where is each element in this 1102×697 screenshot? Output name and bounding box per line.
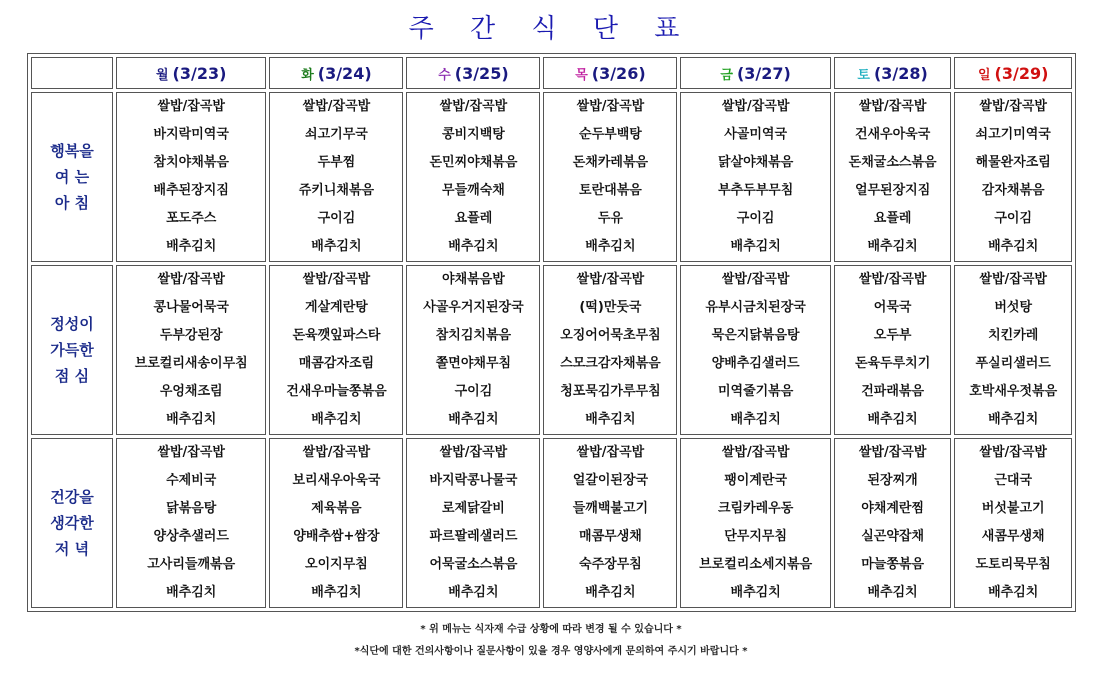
menu-item: 포도주스 bbox=[166, 211, 217, 226]
menu-item: 단무지무침 bbox=[724, 529, 788, 544]
menu-item: (떡)만둣국 bbox=[579, 300, 642, 315]
menu-item: 돈민찌야채볶음 bbox=[429, 155, 518, 170]
menu-item: 야채계란찜 bbox=[861, 501, 925, 516]
meal-label-breakfast bbox=[31, 92, 113, 262]
notice-inquiry: *식단에 대한 건의사항이나 질문사항이 있을 경우 영양사에게 문의하여 주시기 바랍니다 * bbox=[354, 646, 748, 657]
menu-item: 쌀밥/잡곡밥 bbox=[439, 445, 508, 460]
menu-item: 쇠고기무국 bbox=[305, 127, 368, 142]
menu-item: 두유 bbox=[597, 211, 623, 226]
meal-label-line: 가득한 bbox=[50, 341, 94, 359]
menu-item: 어묵국 bbox=[873, 300, 912, 315]
menu-item: 배추김치 bbox=[166, 239, 217, 254]
menu-item: 파르팔레샐러드 bbox=[429, 529, 518, 544]
menu-item: 두부강된장 bbox=[159, 328, 223, 343]
menu-item: 브로컬리새송이무침 bbox=[134, 356, 248, 371]
menu-item: 어묵굴소스볶음 bbox=[429, 557, 518, 572]
menu-item: 쌀밥/잡곡밥 bbox=[721, 99, 790, 114]
page-title: 주 간 식 단 표 bbox=[408, 14, 694, 44]
day-header-wed bbox=[406, 57, 540, 89]
menu-cell bbox=[269, 92, 403, 262]
lunch-row bbox=[31, 265, 1072, 435]
meal-label-line: 여 는 bbox=[54, 168, 90, 186]
menu-item: 배추김치 bbox=[448, 585, 499, 600]
menu-item: 푸실리샐러드 bbox=[975, 356, 1051, 371]
menu-item: 묵은지닭볶음탕 bbox=[711, 328, 800, 343]
header-row bbox=[31, 57, 1072, 89]
weekly-menu-table bbox=[27, 53, 1076, 612]
menu-item: 버섯탕 bbox=[994, 300, 1033, 315]
day-header-sat bbox=[834, 57, 952, 89]
menu-item: 쌀밥/잡곡밥 bbox=[157, 445, 225, 460]
menu-item: 참치야채볶음 bbox=[153, 155, 229, 170]
menu-item: 쌀밥/잡곡밥 bbox=[439, 99, 508, 114]
menu-item: 브로컬리소세지볶음 bbox=[699, 557, 813, 572]
date-sun: (3/29) bbox=[994, 63, 1049, 83]
menu-item: 콩나물어묵국 bbox=[153, 300, 229, 315]
menu-item: 수제비국 bbox=[166, 473, 217, 488]
menu-cell bbox=[954, 92, 1072, 262]
menu-cell bbox=[116, 265, 266, 435]
menu-item: 배추김치 bbox=[166, 585, 217, 600]
menu-item: 요플레 bbox=[873, 211, 912, 226]
menu-item: 오징어어묵초무침 bbox=[560, 328, 661, 343]
menu-item: 배추김치 bbox=[311, 239, 362, 254]
menu-item: 쌀밥/잡곡밥 bbox=[858, 99, 927, 114]
day-icon-tue: 화 bbox=[301, 67, 314, 83]
menu-item: 배추김치 bbox=[730, 585, 781, 600]
menu-item: 쌀밥/잡곡밥 bbox=[302, 445, 371, 460]
menu-item: 쌀밥/잡곡밥 bbox=[979, 445, 1047, 460]
menu-item: 배추김치 bbox=[166, 412, 217, 427]
menu-item: 바지락미역국 bbox=[153, 127, 229, 142]
menu-cell bbox=[269, 265, 403, 435]
menu-item: 버섯불고기 bbox=[981, 501, 1045, 516]
menu-item: 도토리묵무침 bbox=[975, 557, 1051, 572]
menu-item: 청포묵김가루무침 bbox=[560, 384, 661, 399]
menu-item: 제육볶음 bbox=[311, 501, 362, 516]
menu-item: 쌀밥/잡곡밥 bbox=[157, 99, 225, 114]
menu-item: 숙주장무침 bbox=[579, 557, 642, 572]
date-wed: (3/25) bbox=[454, 63, 509, 83]
menu-cell bbox=[269, 438, 403, 608]
menu-cell bbox=[406, 92, 540, 262]
corner-cell bbox=[31, 57, 113, 89]
menu-item: 쌀밥/잡곡밥 bbox=[576, 445, 645, 460]
menu-cell bbox=[116, 438, 266, 608]
meal-label-line: 행복을 bbox=[50, 142, 94, 160]
menu-cell bbox=[834, 438, 952, 608]
menu-item: 배추된장지짐 bbox=[153, 183, 229, 198]
date-mon: (3/23) bbox=[172, 63, 227, 83]
menu-item: 쌀밥/잡곡밥 bbox=[979, 99, 1047, 114]
menu-cell bbox=[834, 265, 952, 435]
menu-item: 로제닭갈비 bbox=[442, 501, 505, 516]
menu-item: 바지락콩나물국 bbox=[429, 473, 518, 488]
menu-item: 배추김치 bbox=[988, 239, 1039, 254]
menu-item: 쌀밥/잡곡밥 bbox=[576, 99, 645, 114]
menu-item: 쌀밥/잡곡밥 bbox=[576, 272, 645, 287]
menu-item: 배추김치 bbox=[311, 585, 362, 600]
meal-label-line: 점 심 bbox=[54, 367, 90, 385]
menu-item: 근대국 bbox=[994, 473, 1033, 488]
menu-item: 건새우마늘쫑볶음 bbox=[286, 384, 387, 399]
menu-item: 들깨백불고기 bbox=[572, 501, 649, 516]
menu-item: 구이김 bbox=[317, 211, 356, 226]
menu-item: 보리새우아욱국 bbox=[292, 473, 381, 488]
menu-item: 닭볶음탕 bbox=[166, 501, 217, 516]
menu-item: 쌀밥/잡곡밥 bbox=[157, 272, 225, 287]
menu-item: 미역줄기볶음 bbox=[717, 384, 794, 399]
dinner-row bbox=[31, 438, 1072, 608]
menu-cell bbox=[543, 92, 677, 262]
menu-item: 닭살야채볶음 bbox=[717, 155, 794, 170]
menu-item: 오두부 bbox=[873, 328, 912, 343]
menu-item: 토란대볶음 bbox=[579, 183, 642, 198]
menu-item: 돈채카레볶음 bbox=[572, 155, 649, 170]
day-icon-sat: 토 bbox=[857, 67, 870, 83]
menu-item: 게살계란탕 bbox=[305, 300, 368, 315]
menu-item: 얼갈이된장국 bbox=[572, 473, 649, 488]
menu-cell bbox=[680, 438, 830, 608]
menu-item: 호박새우젓볶음 bbox=[969, 384, 1058, 399]
menu-item: 크림카레우동 bbox=[717, 501, 794, 516]
date-fri: (3/27) bbox=[736, 63, 791, 83]
menu-item: 팽이계란국 bbox=[724, 473, 788, 488]
menu-item: 배추김치 bbox=[867, 239, 918, 254]
meal-label-lunch bbox=[31, 265, 113, 435]
menu-item: 순두부백탕 bbox=[579, 127, 642, 142]
day-header-thu bbox=[543, 57, 677, 89]
day-header-sun bbox=[954, 57, 1072, 89]
menu-cell bbox=[406, 438, 540, 608]
menu-item: 쌀밥/잡곡밥 bbox=[302, 272, 371, 287]
menu-item: 양상추샐러드 bbox=[153, 529, 229, 544]
day-icon-mon: 월 bbox=[155, 67, 169, 83]
menu-item: 유부시금치된장국 bbox=[705, 300, 806, 315]
menu-item: 배추김치 bbox=[988, 412, 1039, 427]
menu-item: 참치김치볶음 bbox=[435, 328, 512, 343]
menu-cell bbox=[954, 265, 1072, 435]
menu-item: 구이김 bbox=[994, 211, 1033, 226]
menu-item: 우엉채조림 bbox=[159, 384, 223, 399]
menu-item: 사골미역국 bbox=[724, 127, 788, 142]
menu-cell bbox=[543, 265, 677, 435]
meal-label-line: 생각한 bbox=[50, 514, 94, 532]
menu-cell bbox=[680, 92, 830, 262]
menu-item: 배추김치 bbox=[988, 585, 1039, 600]
menu-item: 매콤감자조림 bbox=[298, 356, 375, 371]
menu-item: 배추김치 bbox=[585, 585, 636, 600]
menu-item: 배추김치 bbox=[585, 412, 636, 427]
menu-item: 배추김치 bbox=[730, 239, 781, 254]
menu-item: 배추김치 bbox=[867, 585, 918, 600]
menu-item: 두부찜 bbox=[317, 155, 356, 170]
menu-item: 돈육두루치기 bbox=[854, 356, 931, 371]
menu-item: 건파래볶음 bbox=[861, 384, 925, 399]
menu-item: 배추김치 bbox=[311, 412, 362, 427]
meal-label-line: 정성이 bbox=[50, 315, 94, 333]
menu-item: 구이김 bbox=[736, 211, 775, 226]
day-header-fri bbox=[680, 57, 830, 89]
meal-label-line: 아 침 bbox=[54, 194, 90, 212]
menu-item: 양배추김샐러드 bbox=[711, 356, 800, 371]
menu-item: 된장찌개 bbox=[867, 473, 918, 488]
meal-label-dinner bbox=[31, 438, 113, 608]
menu-item: 고사리들깨볶음 bbox=[147, 557, 236, 572]
menu-item: 사골우거지된장국 bbox=[423, 300, 524, 315]
menu-item: 쌀밥/잡곡밥 bbox=[858, 445, 927, 460]
menu-item: 양배추쌈+쌈장 bbox=[293, 529, 380, 544]
menu-item: 쇠고기미역국 bbox=[975, 127, 1051, 142]
menu-item: 건새우아욱국 bbox=[854, 127, 931, 142]
menu-item: 쌀밥/잡곡밥 bbox=[721, 272, 790, 287]
menu-item: 배추김치 bbox=[448, 412, 499, 427]
menu-item: 스모크감자채볶음 bbox=[560, 356, 661, 371]
menu-cell bbox=[954, 438, 1072, 608]
date-sat: (3/28) bbox=[873, 63, 928, 83]
day-icon-sun: 일 bbox=[977, 67, 991, 83]
menu-item: 치킨카레 bbox=[988, 328, 1039, 343]
menu-item: 쌀밥/잡곡밥 bbox=[721, 445, 790, 460]
menu-cell bbox=[834, 92, 952, 262]
menu-item: 새콤무생채 bbox=[981, 529, 1045, 544]
date-tue: (3/24) bbox=[317, 63, 372, 83]
menu-item: 배추김치 bbox=[730, 412, 781, 427]
menu-cell bbox=[116, 92, 266, 262]
menu-item: 돈채굴소스볶음 bbox=[848, 155, 937, 170]
menu-item: 얼무된장지짐 bbox=[854, 183, 931, 198]
menu-item: 쌀밥/잡곡밥 bbox=[979, 272, 1047, 287]
menu-item: 요플레 bbox=[454, 211, 493, 226]
meal-label-line: 저 녁 bbox=[54, 540, 90, 558]
day-icon-thu: 목 bbox=[575, 67, 588, 83]
day-header-tue bbox=[269, 57, 403, 89]
menu-item: 콩비지백탕 bbox=[442, 127, 505, 142]
menu-item: 해물완자조림 bbox=[975, 155, 1051, 170]
menu-item: 야채볶음밥 bbox=[442, 272, 505, 287]
meal-label-line: 건강을 bbox=[50, 488, 94, 506]
menu-item: 마늘쫑볶음 bbox=[861, 557, 925, 572]
menu-item: 쌀밥/잡곡밥 bbox=[302, 99, 371, 114]
menu-item: 매콤무생채 bbox=[579, 529, 642, 544]
menu-item: 배추김치 bbox=[867, 412, 918, 427]
menu-item: 돈육깻잎파스타 bbox=[292, 328, 381, 343]
menu-item: 실곤약잡채 bbox=[861, 529, 925, 544]
menu-item: 무들깨숙채 bbox=[442, 183, 505, 198]
menu-cell bbox=[406, 265, 540, 435]
menu-item: 배추김치 bbox=[585, 239, 636, 254]
menu-item: 오이지무침 bbox=[305, 557, 368, 572]
day-icon-wed: 수 bbox=[438, 67, 451, 83]
menu-item: 쫄면야채무침 bbox=[435, 356, 512, 371]
menu-item: 쥬키니채볶음 bbox=[298, 183, 375, 198]
menu-item: 구이김 bbox=[454, 384, 493, 399]
menu-cell bbox=[543, 438, 677, 608]
menu-item: 감자채볶음 bbox=[981, 183, 1045, 198]
breakfast-row bbox=[31, 92, 1072, 262]
day-header-mon bbox=[116, 57, 266, 89]
menu-item: 쌀밥/잡곡밥 bbox=[858, 272, 927, 287]
menu-item: 배추김치 bbox=[448, 239, 499, 254]
date-thu: (3/26) bbox=[591, 63, 646, 83]
day-icon-fri: 금 bbox=[720, 67, 733, 83]
menu-cell bbox=[680, 265, 830, 435]
notice-change: * 위 메뉴는 식자재 수급 상황에 따라 변경 될 수 있습니다 * bbox=[420, 624, 682, 635]
menu-item: 부추두부무침 bbox=[717, 183, 794, 198]
